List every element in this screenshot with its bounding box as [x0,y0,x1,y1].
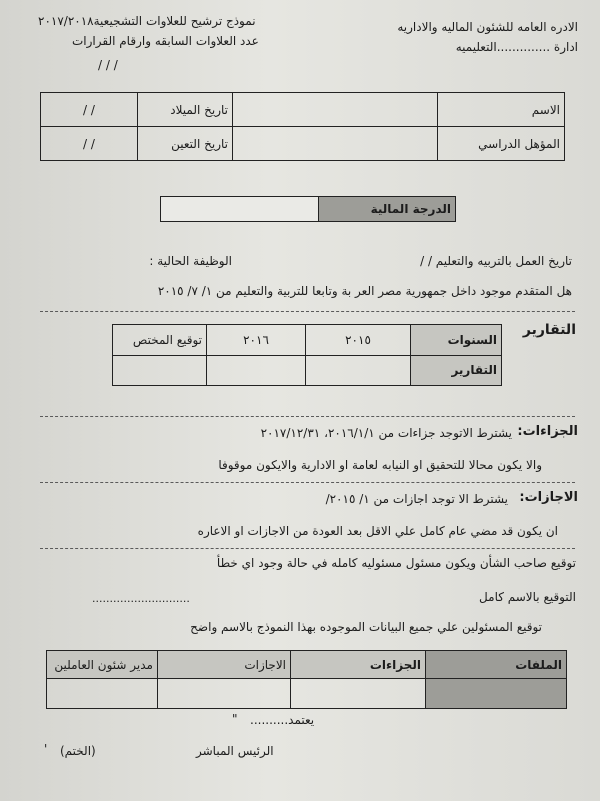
responsibility-statement: توقيع صاحب الشأن ويكون مسئول مسئوليه كامله في حالة وجود اي خطأ [216,556,576,570]
hr-manager-label: مدير شئون العاملين [47,651,158,679]
leaves-label: الاجازات [158,651,291,679]
previous-bonuses-line: عدد العلاوات السابقه وارقام القرارات [72,34,259,48]
header-directorate-title: الادره العامه للشئون الماليه والاداريه [397,20,578,34]
header-administration-line: ادارة ..............التعليميه [455,40,578,54]
stamp-label: (الختم) [60,744,96,758]
penalties-heading: الجزاءات: [517,424,578,439]
birth-date-value: / / [41,93,138,127]
name-label: الاسم [438,93,565,127]
divider-line [40,482,575,483]
leaves-condition: يشترط الا توجد اجازات من ١/ ٢٠١٥/ [325,492,508,506]
residence-question: هل المتقدم موجود داخل جمهورية مصر العر بة وتابعا للتربية والتعليم من ١/ ٧/ ٢٠١٥ [157,284,572,298]
qualification-label: المؤهل الدراسي [438,127,565,161]
investigation-condition: والا يكون محالا للتحقيق او النيابه لعامة او الادارية والايكون موقوفا [218,458,542,472]
full-name-signature-dots: ............................ [92,592,190,605]
report-signature-cell [113,355,207,386]
years-label: السنوات [411,325,502,356]
direct-supervisor-label: الرئيس المباشر [196,744,274,758]
divider-line [40,548,575,549]
year-2016: ٢٠١٦ [207,325,306,356]
reports-section-label: التقارير [522,322,576,338]
officials-signature-note: توقيع المسئولين علي جميع البيانات الموجوده بهذا النموذج بالاسم واضح [190,620,542,634]
financial-grade-box [160,196,456,222]
divider-line [40,416,575,417]
penalties-signature-cell [291,679,426,709]
report-2015-cell [306,355,411,386]
personal-info-table [40,92,565,161]
name-value-cell [233,93,438,127]
birth-date-label: تاريخ الميلاد [138,93,233,127]
decision-numbers-slashes: / / / [98,58,118,72]
leaves-signature-cell [158,679,291,709]
reports-row-label: التقارير [411,355,502,386]
specialist-signature-label: توقيع المختص [113,325,207,356]
stray-mark: ' [44,742,48,756]
approvals-table [46,650,567,709]
hr-manager-signature-cell [47,679,158,709]
year-2015: ٢٠١٥ [306,325,411,356]
appointment-date-label: تاريخ التعين [138,127,233,161]
reports-table [112,324,502,386]
divider-line [40,311,575,312]
return-condition: ان يكون قد مضي عام كامل علي الاقل بعد العودة من الاجازات او الاعاره [197,524,558,538]
leaves-heading: الاجازات: [519,490,578,505]
penalties-condition: يشترط الاتوجد جزاءات من ٢٠١٦/١/١، ٢٠١٧/١٢/٣١ [260,426,512,440]
approved-by-line: يعتمد.......... [250,713,315,727]
form-title: نموذج ترشيح للعلاوات التشجيعية٢٠١٧/٢٠١٨ [38,14,256,28]
qualification-value-cell [233,127,438,161]
quote-mark: " [232,712,238,726]
appointment-date-value: / / [41,127,138,161]
report-2016-cell [207,355,306,386]
files-signature-cell [426,679,567,709]
work-start-date-line: تاريخ العمل بالتربيه والتعليم / / [420,254,572,268]
files-label: الملفات [426,651,567,679]
penalties-label: الجزاءات [291,651,426,679]
full-name-signature-label: التوقيع بالاسم كامل [479,590,576,604]
financial-grade-label: الدرجة المالية [319,197,456,222]
financial-grade-value [161,197,319,222]
current-job-label: الوظيفة الحالية : [149,254,232,268]
